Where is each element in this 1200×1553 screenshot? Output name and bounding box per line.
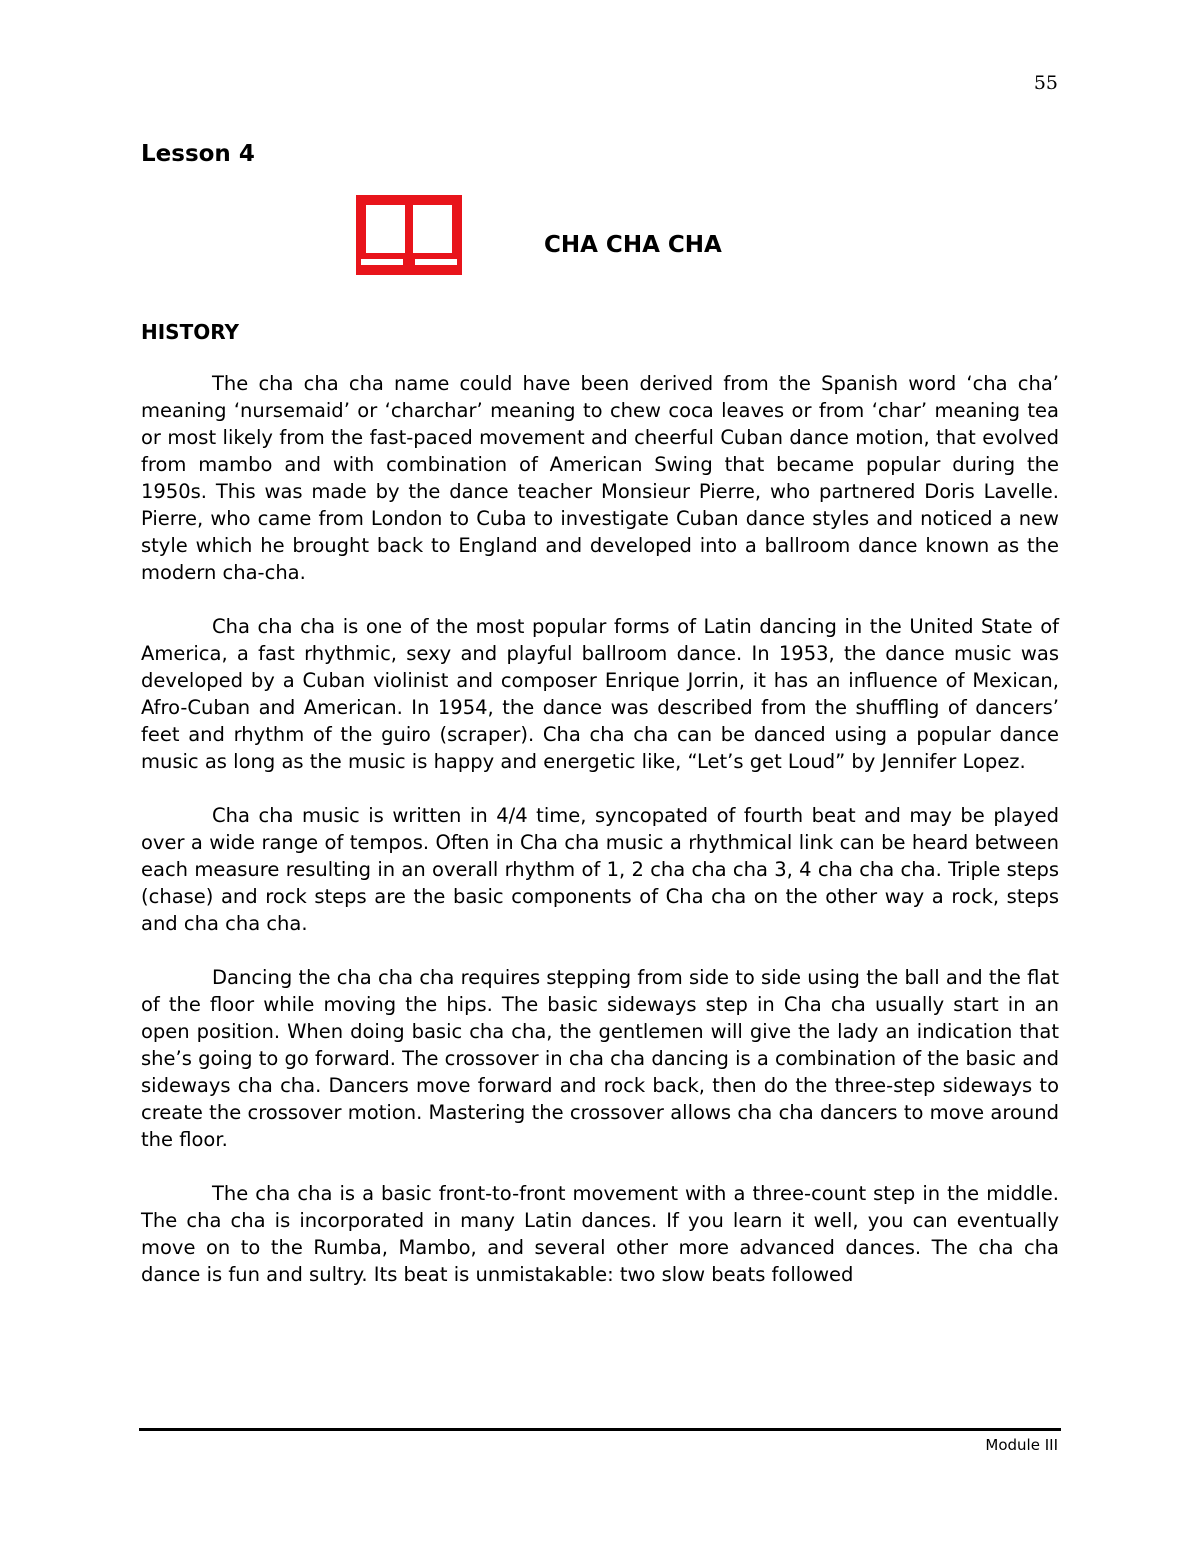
footer-divider [139, 1428, 1061, 1431]
page-number: 55 [1033, 72, 1058, 94]
paragraph: Cha cha music is written in 4/4 time, syncopated of fourth beat and may be played over a wide range of tempos. Often in Cha cha music a rhythmical link can be heard between each measure resulting in an overall rhythm of 1, 2 cha cha cha 3, 4 cha cha cha. Triple steps (chase) and rock steps are the basic components of Cha cha on the other way a rock, steps and cha cha cha. [141, 804, 1059, 935]
footer-module-label: Module III [985, 1436, 1058, 1454]
lesson-label: Lesson 4 [141, 141, 255, 167]
lesson-title: CHA CHA CHA [544, 232, 722, 258]
book-icon [356, 195, 462, 275]
paragraph: The cha cha cha name could have been derived from the Spanish word ‘cha cha’ meaning ‘nursemaid’ or ‘charchar’ meaning to chew coca leaves or from ‘char’ meaning tea or most likely from the fast-paced movement and cheerful Cuban dance motion, that evolved from mambo and with combination of American Swing that became popular during the 1950s. This was made by the dance teacher Monsieur Pierre, who partnered Doris Lavelle. Pierre, who came from London to Cuba to investigate Cuban dance styles and noticed a new style which he brought back to England and developed into a ballroom dance known as the modern cha-cha. [141, 372, 1059, 584]
history-body [141, 370, 1059, 1315]
section-heading-history: HISTORY [141, 320, 240, 344]
paragraph: The cha cha is a basic front-to-front movement with a three-count step in the middle. The cha cha is incorporated in many Latin dances. If you learn it well, you can eventually move on to the Rumba, Mambo, and several other more advanced dances. The cha cha dance is fun and sultry. Its beat is unmistakable: two slow beats followed [141, 1182, 1059, 1286]
paragraph: Cha cha cha is one of the most popular forms of Latin dancing in the United State of America, a fast rhythmic, sexy and playful ballroom dance. In 1953, the dance music was developed by a Cuban violinist and composer Enrique Jorrin, it has an influence of Mexican, Afro-Cuban and American. In 1954, the dance was described from the shuffling of dancers’ feet and rhythm of the guiro (scraper). Cha cha cha can be danced using a popular dance music as long as the music is happy and energetic like, “Let’s get Loud” by Jennifer Lopez. [141, 615, 1059, 773]
paragraph: Dancing the cha cha cha requires stepping from side to side using the ball and the flat of the floor while moving the hips. The basic sideways step in Cha cha usually start in an open position. When doing basic cha cha, the gentlemen will give the lady an indication that she’s going to go forward. The crossover in cha cha dancing is a combination of the basic and sideways cha cha. Dancers move forward and rock back, then do the three-step sideways to create the crossover motion. Mastering the crossover allows cha cha dancers to move around the floor. [141, 966, 1060, 1151]
